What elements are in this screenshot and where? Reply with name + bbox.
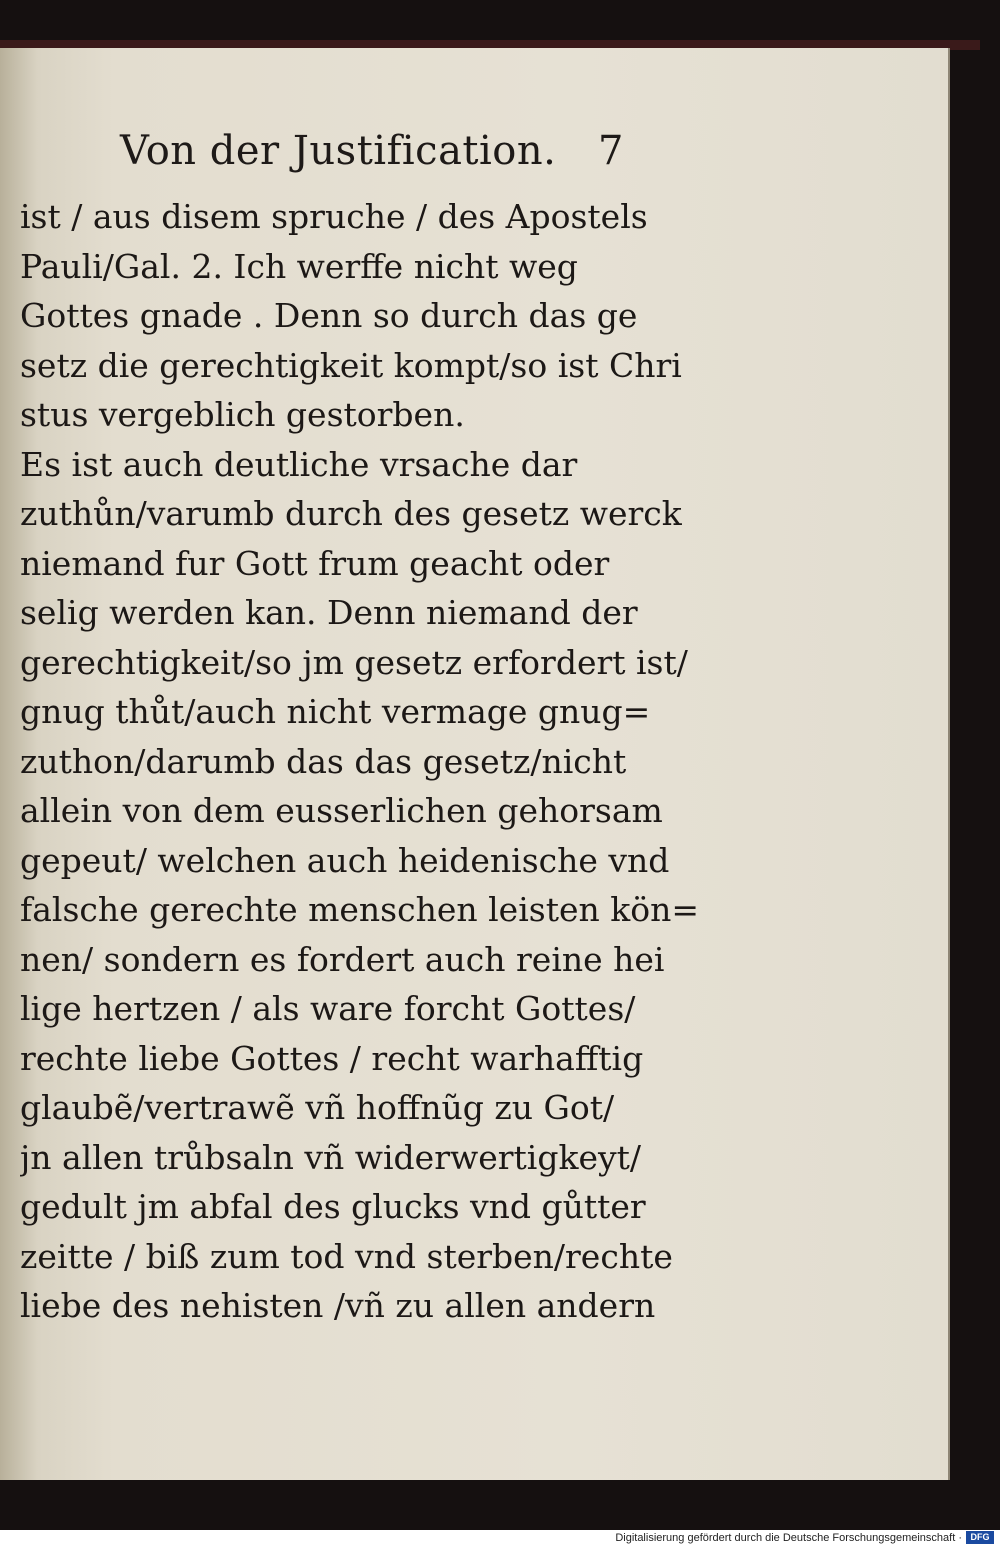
text-line: gepeut/ welchen auch heidenische vnd [20,840,670,880]
text-line: gedult jm abfal des glucks vnd gůtter [20,1187,646,1226]
text-line: glaubẽ/vertrawẽ vñ hoffnũg zu Got/ [20,1088,615,1127]
text-line: lige hertzen / als ware forcht Gottes/ [20,989,636,1028]
text-line: selig werden kan. Denn niemand der [20,593,638,632]
text-line: zuthon/darumb das das gesetz/nicht [20,741,627,781]
text-line: Es ist auch deutliche vrsache dar [20,444,578,484]
text-line: rechte liebe Gottes / recht warhafftig [20,1038,644,1078]
text-line: gnug thůt/auch nicht vermage gnug= [20,692,651,731]
text-line: setz die gerechtigkeit kompt/so ist Chri [20,345,682,385]
dfg-logo: DFG [966,1531,994,1544]
text-line: allein von dem eusserlichen gehorsam [20,791,663,830]
text-line: Pauli/Gal. 2. Ich werffe nicht weg [20,246,578,286]
page-number: 7 [598,128,624,174]
text-line: gerechtigkeit/so jm gesetz erfordert ist/ [20,642,688,682]
text-line: stus vergeblich gestorben. [20,395,465,434]
text-line: nen/ sondern es fordert auch reine hei [20,939,665,979]
text-line: ist / aus disem spruche / des Apostels [20,197,648,236]
text-line: jn allen trůbsaln vñ widerwertigkeyt/ [20,1137,642,1177]
running-head-title: Von der Justification. [120,128,557,174]
body-text [20,192,700,1331]
text-line: zuthůn/varumb durch des gesetz werck [20,494,682,533]
text-line: niemand fur Gott frum geacht oder [20,543,610,583]
running-head [120,128,680,184]
text-line: zeitte / biß zum tod vnd sterben/rechte [20,1236,673,1276]
funding-credit: Digitalisierung gefördert durch die Deutsche Forschungsgemeinschaft · [615,1532,962,1544]
text-line: Gottes gnade . Denn so durch das ge [20,296,638,335]
text-line: falsche gerechte menschen leisten kön= [20,890,699,929]
text-line: liebe des nehisten /vñ zu allen andern [20,1286,656,1325]
